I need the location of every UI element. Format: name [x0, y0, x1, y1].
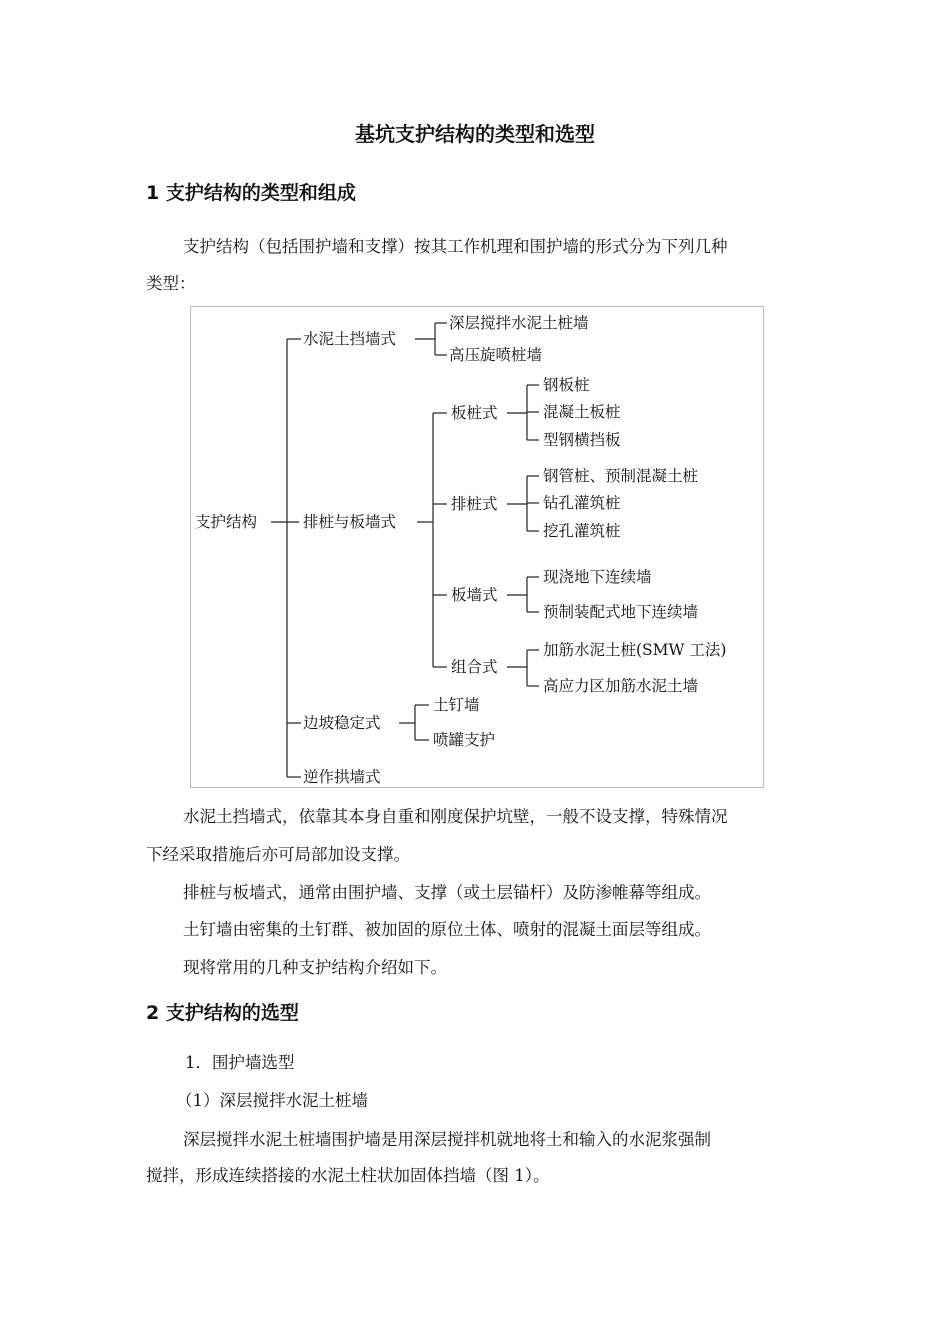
section2-p-line2: 搅拌，形成连续搭接的水泥土柱状加固体挡墙（图 1）。: [146, 1166, 550, 1185]
body-p1-line2: 下经采取措施后亦可局部加设支撑。: [146, 845, 410, 864]
diagram-cast-diaphragm: 现浇地下连续墙: [543, 568, 652, 586]
diagram-high-stress-wall: 高应力区加筋水泥土墙: [543, 677, 699, 695]
diagram-precast-diaphragm: 预制装配式地下连续墙: [543, 603, 699, 621]
diagram-smw: 加筋水泥土桩(SMW 工法): [543, 641, 727, 659]
section2-sub1: （1）深层搅拌水泥土桩墙: [176, 1091, 368, 1110]
diagram-row-pile: 排桩式: [451, 495, 498, 513]
diagram-steel-pipe-pile: 钢管桩、预制混凝土桩: [543, 467, 699, 485]
section2-p-line1: 深层搅拌水泥土桩墙围护墙是用深层搅拌机就地将土和输入的水泥浆强制: [183, 1130, 711, 1149]
diagram-pile-wall: 排桩与板墙式: [303, 513, 397, 531]
body-p2: 排桩与板墙式，通常由围护墙、支撑（或土层锚杆）及防渗帷幕等组成。: [183, 883, 711, 902]
section2-heading: 2 支护结构的选型: [146, 1002, 299, 1024]
diagram-shotcrete: 喷罐支护: [433, 731, 496, 749]
diagram-sheet-pile: 板桩式: [451, 404, 498, 422]
diagram-connectors: [191, 307, 763, 787]
diagram-board-wall: 板墙式: [451, 586, 498, 604]
section1-heading: 1 支护结构的类型和组成: [146, 182, 356, 204]
diagram-soil-nail: 土钉墙: [433, 696, 480, 714]
diagram-concrete-sheet-pile: 混凝土板桩: [543, 403, 621, 421]
section1-intro-line2: 类型：: [146, 274, 196, 293]
diagram-steel-baffle: 型钢横挡板: [543, 431, 621, 449]
diagram-cement-wall: 水泥土挡墙式: [303, 330, 397, 348]
diagram-steel-sheet-pile: 钢板桩: [543, 376, 590, 394]
classification-diagram: [190, 306, 764, 788]
diagram-slope: 边坡稳定式: [303, 714, 381, 732]
body-p4: 现将常用的几种支护结构介绍如下。: [183, 958, 447, 977]
diagram-reverse-arch: 逆作拱墙式: [303, 768, 381, 786]
section1-intro-line1: 支护结构（包括围护墙和支撑）按其工作机理和围护墙的形式分为下列几种: [183, 237, 728, 256]
page-title: 基坑支护结构的类型和选型: [355, 122, 595, 146]
body-p1-line1: 水泥土挡墙式，依靠其本身自重和刚度保护坑壁，一般不设支撑，特殊情况: [183, 807, 728, 826]
body-p3: 土钉墙由密集的土钉群、被加固的原位土体、喷射的混凝土面层等组成。: [183, 920, 711, 939]
diagram-bored-pile: 钻孔灌筑桩: [543, 494, 621, 512]
diagram-jet-grout: 高压旋喷桩墙: [449, 346, 543, 364]
diagram-combined: 组合式: [451, 658, 498, 676]
diagram-root: 支护结构: [195, 513, 258, 531]
section2-item1: 1．围护墙选型: [185, 1053, 295, 1072]
diagram-dug-pile: 挖孔灌筑桩: [543, 522, 621, 540]
diagram-deep-mixing: 深层搅拌水泥土桩墙: [449, 314, 589, 332]
